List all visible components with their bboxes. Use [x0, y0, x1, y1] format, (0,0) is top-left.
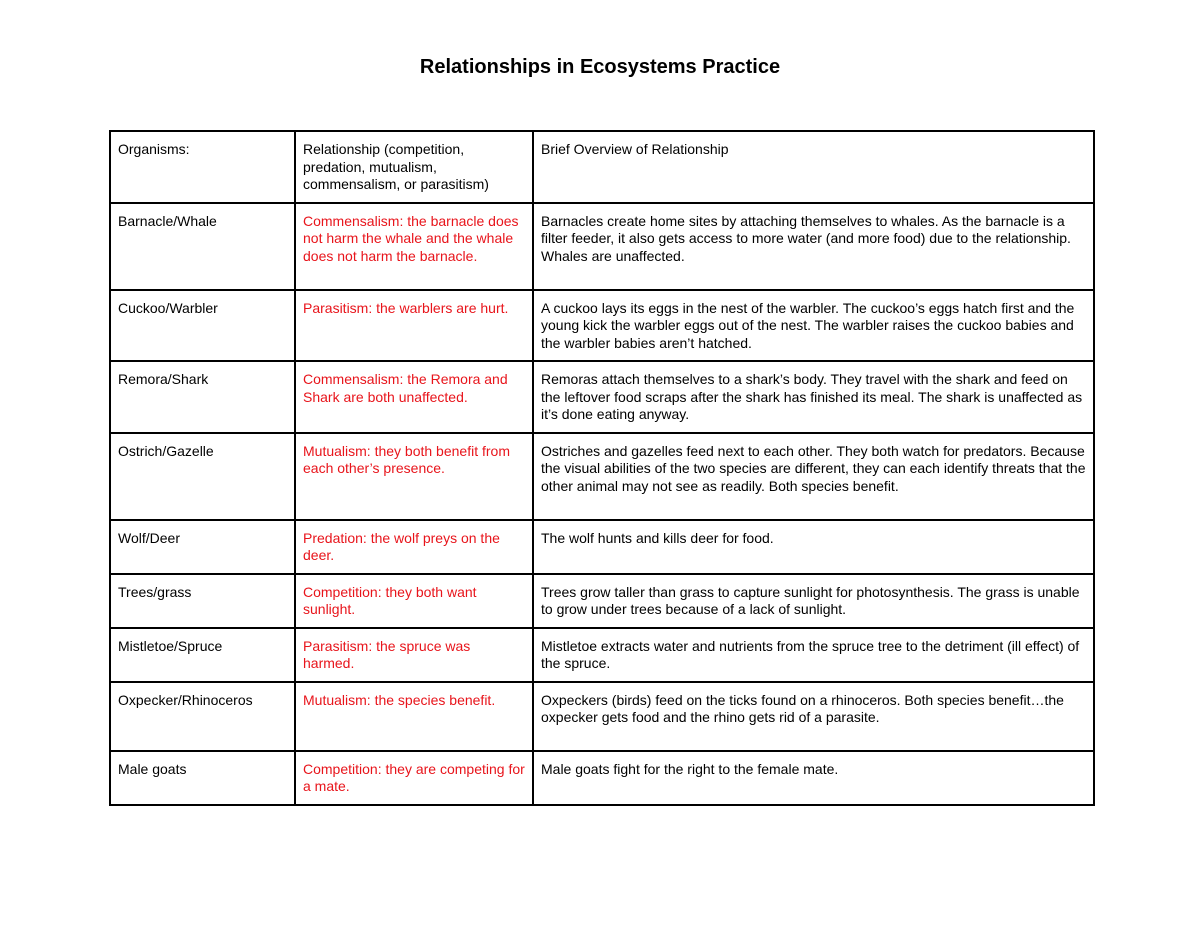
relationship-cell: Competition: they are competing for a mate.: [295, 751, 533, 805]
organisms-cell: Wolf/Deer: [110, 520, 295, 574]
table-row: [110, 682, 1094, 751]
overview-cell: Remoras attach themselves to a shark’s body. They travel with the shark and feed on the leftover food scraps after the shark has finished its meal. The shark is unaffected as it’s done eating anyway.: [533, 361, 1094, 433]
overview-cell: The wolf hunts and kills deer for food.: [533, 520, 1094, 574]
organisms-cell: Trees/grass: [110, 574, 295, 628]
table-row: [110, 290, 1094, 362]
table-row: [110, 361, 1094, 433]
relationships-table: [109, 130, 1095, 806]
table-row: [110, 433, 1094, 520]
relationship-cell: Parasitism: the spruce was harmed.: [295, 628, 533, 682]
overview-cell: Mistletoe extracts water and nutrients from the spruce tree to the detriment (ill effect) of the spruce.: [533, 628, 1094, 682]
organisms-cell: Barnacle/Whale: [110, 203, 295, 290]
organisms-cell: Remora/Shark: [110, 361, 295, 433]
relationship-cell: Predation: the wolf preys on the deer.: [295, 520, 533, 574]
organisms-cell: Ostrich/Gazelle: [110, 433, 295, 520]
organisms-cell: Male goats: [110, 751, 295, 805]
organisms-cell: Oxpecker/Rhinoceros: [110, 682, 295, 751]
overview-cell: Trees grow taller than grass to capture sunlight for photosynthesis. The grass is unable to grow under trees because of a lack of sunlight.: [533, 574, 1094, 628]
relationship-cell: Mutualism: the species benefit.: [295, 682, 533, 751]
header-relationship: Relationship (competition, predation, mutualism, commensalism, or parasitism): [295, 131, 533, 203]
header-overview: Brief Overview of Relationship: [533, 131, 1094, 203]
table-row: [110, 751, 1094, 805]
table-row: [110, 203, 1094, 290]
relationship-cell: Parasitism: the warblers are hurt.: [295, 290, 533, 362]
overview-cell: Oxpeckers (birds) feed on the ticks found on a rhinoceros. Both species benefit…the oxpecker gets food and the rhino gets rid of a parasite.: [533, 682, 1094, 751]
organisms-cell: Cuckoo/Warbler: [110, 290, 295, 362]
relationship-cell: Competition: they both want sunlight.: [295, 574, 533, 628]
overview-cell: A cuckoo lays its eggs in the nest of the warbler. The cuckoo’s eggs hatch first and the young kick the warbler eggs out of the nest. The warbler raises the cuckoo babies and the warbler babies aren’t hatched.: [533, 290, 1094, 362]
header-organisms: Organisms:: [110, 131, 295, 203]
overview-cell: Male goats fight for the right to the female mate.: [533, 751, 1094, 805]
relationship-cell: Mutualism: they both benefit from each other’s presence.: [295, 433, 533, 520]
page-title: Relationships in Ecosystems Practice: [419, 56, 781, 78]
organisms-cell: Mistletoe/Spruce: [110, 628, 295, 682]
relationship-cell: Commensalism: the barnacle does not harm the whale and the whale does not harm the barnacle.: [295, 203, 533, 290]
table-row: [110, 520, 1094, 574]
relationship-cell: Commensalism: the Remora and Shark are both unaffected.: [295, 361, 533, 433]
table-header-row: [110, 131, 1094, 203]
overview-cell: Ostriches and gazelles feed next to each other. They both watch for predators. Because the visual abilities of the two species are different, they can each identify threats that the other animal may not see as readily. Both species benefit.: [533, 433, 1094, 520]
table-row: [110, 574, 1094, 628]
overview-cell: Barnacles create home sites by attaching themselves to whales. As the barnacle is a filter feeder, it also gets access to more water (and more food) due to the relationship. Whales are unaffected.: [533, 203, 1094, 290]
table-row: [110, 628, 1094, 682]
